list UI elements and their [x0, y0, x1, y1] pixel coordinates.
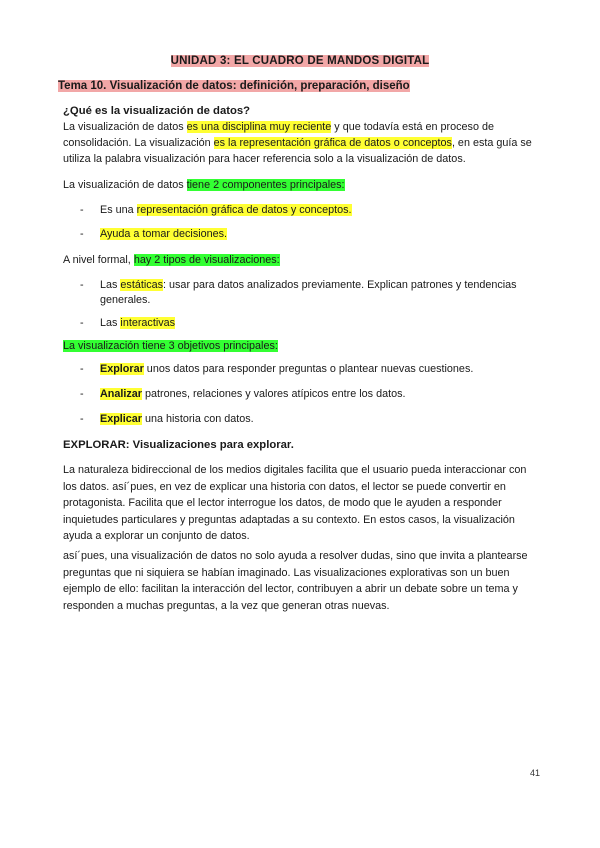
type-2-highlight: interactivas [120, 317, 176, 329]
section2-heading-text: EXPLORAR: Visualizaciones para explorar. [63, 439, 294, 451]
objective-3-text: una historia con datos. [142, 413, 254, 425]
p1-text-a: La visualización de datos [63, 121, 187, 133]
bullet-dash: - [80, 317, 84, 329]
p4-highlight: La visualización tiene 3 objetivos principales: [63, 340, 278, 352]
bullet-dash: - [80, 279, 84, 291]
type-1-pre: Las [100, 279, 121, 291]
bullet-dash: - [80, 388, 84, 400]
bullet-dash: - [80, 363, 84, 375]
unit-title [0, 55, 600, 67]
p3-highlight: hay 2 tipos de visualizaciones: [133, 254, 280, 266]
objective-3-keyword: Explicar [100, 413, 143, 425]
objective-2-text: patrones, relaciones y valores atípicos entre los datos. [142, 388, 406, 400]
paragraph-components [63, 177, 533, 193]
page-number: 41 [530, 768, 541, 778]
topic-title-text: Tema 10. Visualización de datos: definición, preparación, diseño [58, 80, 410, 92]
section2-heading [63, 437, 533, 453]
paragraph-intro [63, 119, 533, 167]
component-2-highlight: Ayuda a tomar decisiones. [100, 228, 228, 240]
p1-text-c: , en esta guía se utiliza la palabra visualización para hacer referencia solo a la visualización de datos. [63, 137, 532, 165]
p1-highlight-2: es la representación gráfica de datos o conceptos [213, 137, 452, 149]
paragraph-types [63, 252, 533, 268]
bullet-dash: - [80, 413, 84, 425]
paragraph-objectives [63, 338, 533, 354]
bullet-dash: - [80, 228, 84, 240]
topic-title [58, 80, 410, 92]
objective-1-text: unos datos para responder preguntas o plantear nuevas cuestiones. [143, 363, 474, 375]
type-1-highlight: estáticas [120, 279, 164, 291]
paragraph-explore-1: La naturaleza bidireccional de los medios digitales facilita que el usuario pueda interaccionar con los datos. así´pues, en vez de explicar una historia con datos, el lector se puede convertir en protagonista. Facilita que el lector interrogue los datos, de modo que le ayuden a responder inquietudes particulares y preguntas adaptadas a su contexto. En estos casos, la visualización ayuda a explorar un conjunto de datos. [63, 464, 527, 542]
type-1-post: : usar para datos analizados previamente. Explican patrones y tendencias generales. [100, 279, 517, 306]
p2-highlight: tiene 2 componentes principales: [186, 179, 345, 191]
paragraph-explore-2: así´pues, una visualización de datos no solo ayuda a resolver dudas, sino que invita a plantearse preguntas que ni siquiera se habían imaginado. Las visualizaciones explorativas son un buen ejemplo de ello: facilitan la interacción del lector, contribuyen a abrir un debate sobre un tema y responden a muchas preguntas, a la vez que generan otras nuevas. [63, 550, 528, 612]
component-1-highlight: representación gráfica de datos y conceptos. [136, 204, 352, 216]
p1-highlight-1: es una disciplina muy reciente [186, 121, 332, 133]
p1-text-b: y que todavía está en proceso de consolidación. La visualización [63, 121, 494, 149]
section1-heading-text: ¿Qué es la visualización de datos? [63, 105, 251, 117]
component-1-pre: Es una [100, 204, 137, 216]
section1-heading [63, 103, 533, 119]
p2-text-a: La visualización de datos [63, 179, 187, 191]
p3-text-a: A nivel formal, [63, 254, 134, 266]
type-2-pre: Las [100, 317, 121, 329]
objective-2-keyword: Analizar [100, 388, 143, 400]
unit-title-text: UNIDAD 3: EL CUADRO DE MANDOS DIGITAL [170, 55, 430, 67]
objective-1-keyword: Explorar [100, 363, 144, 375]
bullet-dash: - [80, 204, 84, 216]
